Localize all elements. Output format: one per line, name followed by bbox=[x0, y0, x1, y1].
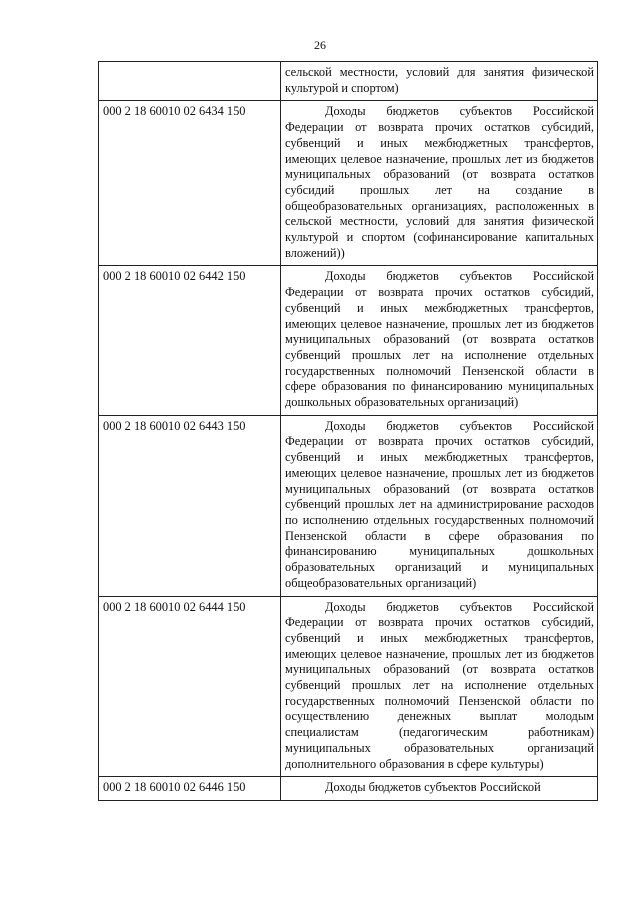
table-row bbox=[99, 415, 598, 596]
table-row bbox=[99, 777, 598, 801]
description-text: Доходы бюджетов субъектов Российской bbox=[325, 780, 541, 795]
budget-code-cell: 000 2 18 60010 02 6442 150 bbox=[99, 266, 281, 415]
description-text: сельской местности, условий для занятия физической культурой и спортом) bbox=[285, 65, 594, 95]
table-row bbox=[99, 266, 598, 415]
page-number: 26 bbox=[314, 38, 326, 52]
description-text: Доходы бюджетов субъектов Российской Федерации от возврата прочих остатков субсидий, субвенций и иных межбюджетных трансфертов, имеющих целевое назначение, прошлых лет из бюджетов муниципальных образований (от возврата остатков субвенций прошлых лет на исполнение отдельных государственных полномочий Пензенской области в сфере образования по финансированию муниципальных дошкольных образовательных организаций) bbox=[285, 269, 594, 410]
table-row bbox=[99, 62, 598, 101]
budget-code-cell: 000 2 18 60010 02 6443 150 bbox=[99, 415, 281, 596]
description-text: Доходы бюджетов субъектов Российской Федерации от возврата прочих остатков субсидий, субвенций и иных межбюджетных трансфертов, имеющих целевое назначение, прошлых лет из бюджетов муниципальных образований (от возврата остатков субвенций прошлых лет на исполнение отдельных государственных полномочий Пензенской области по осуществлению денежных выплат молодым специалистам (педагогическим работникам) муниципальных образовательных организаций дополнительного образования в сфере культуры) bbox=[285, 599, 594, 771]
description-cell bbox=[281, 596, 598, 777]
description-text: Доходы бюджетов субъектов Российской Федерации от возврата прочих остатков субсидий, субвенций и иных межбюджетных трансфертов, имеющих целевое назначение, прошлых лет из бюджетов муниципальных образований (от возврата остатков субвенций прошлых лет на администрирование расходов по исполнению отдельных государственных полномочий Пензенской области в сфере образования по финансированию муниципальных дошкольных образовательных организаций и муниципальных общеобразовательных организаций) bbox=[285, 418, 594, 590]
table-row bbox=[99, 101, 598, 266]
budget-revenue-table bbox=[98, 61, 598, 801]
description-cell bbox=[281, 777, 598, 801]
budget-code-cell bbox=[99, 62, 281, 101]
description-cell bbox=[281, 415, 598, 596]
description-cell bbox=[281, 62, 598, 101]
description-cell bbox=[281, 101, 598, 266]
description-cell bbox=[281, 266, 598, 415]
description-text: Доходы бюджетов субъектов Российской Федерации от возврата прочих остатков субсидий, субвенций и иных межбюджетных трансфертов, имеющих целевое назначение, прошлых лет из бюджетов муниципальных образований (от возврата остатков субсидий прошлых лет на создание в общеобразовательных организациях, расположенных в сельской местности, условий для занятия физической культурой и спортом (софинансирование капитальных вложений)) bbox=[285, 104, 594, 260]
budget-code-cell: 000 2 18 60010 02 6444 150 bbox=[99, 596, 281, 777]
budget-code-cell: 000 2 18 60010 02 6434 150 bbox=[99, 101, 281, 266]
budget-code-cell: 000 2 18 60010 02 6446 150 bbox=[99, 777, 281, 801]
table-row bbox=[99, 596, 598, 777]
